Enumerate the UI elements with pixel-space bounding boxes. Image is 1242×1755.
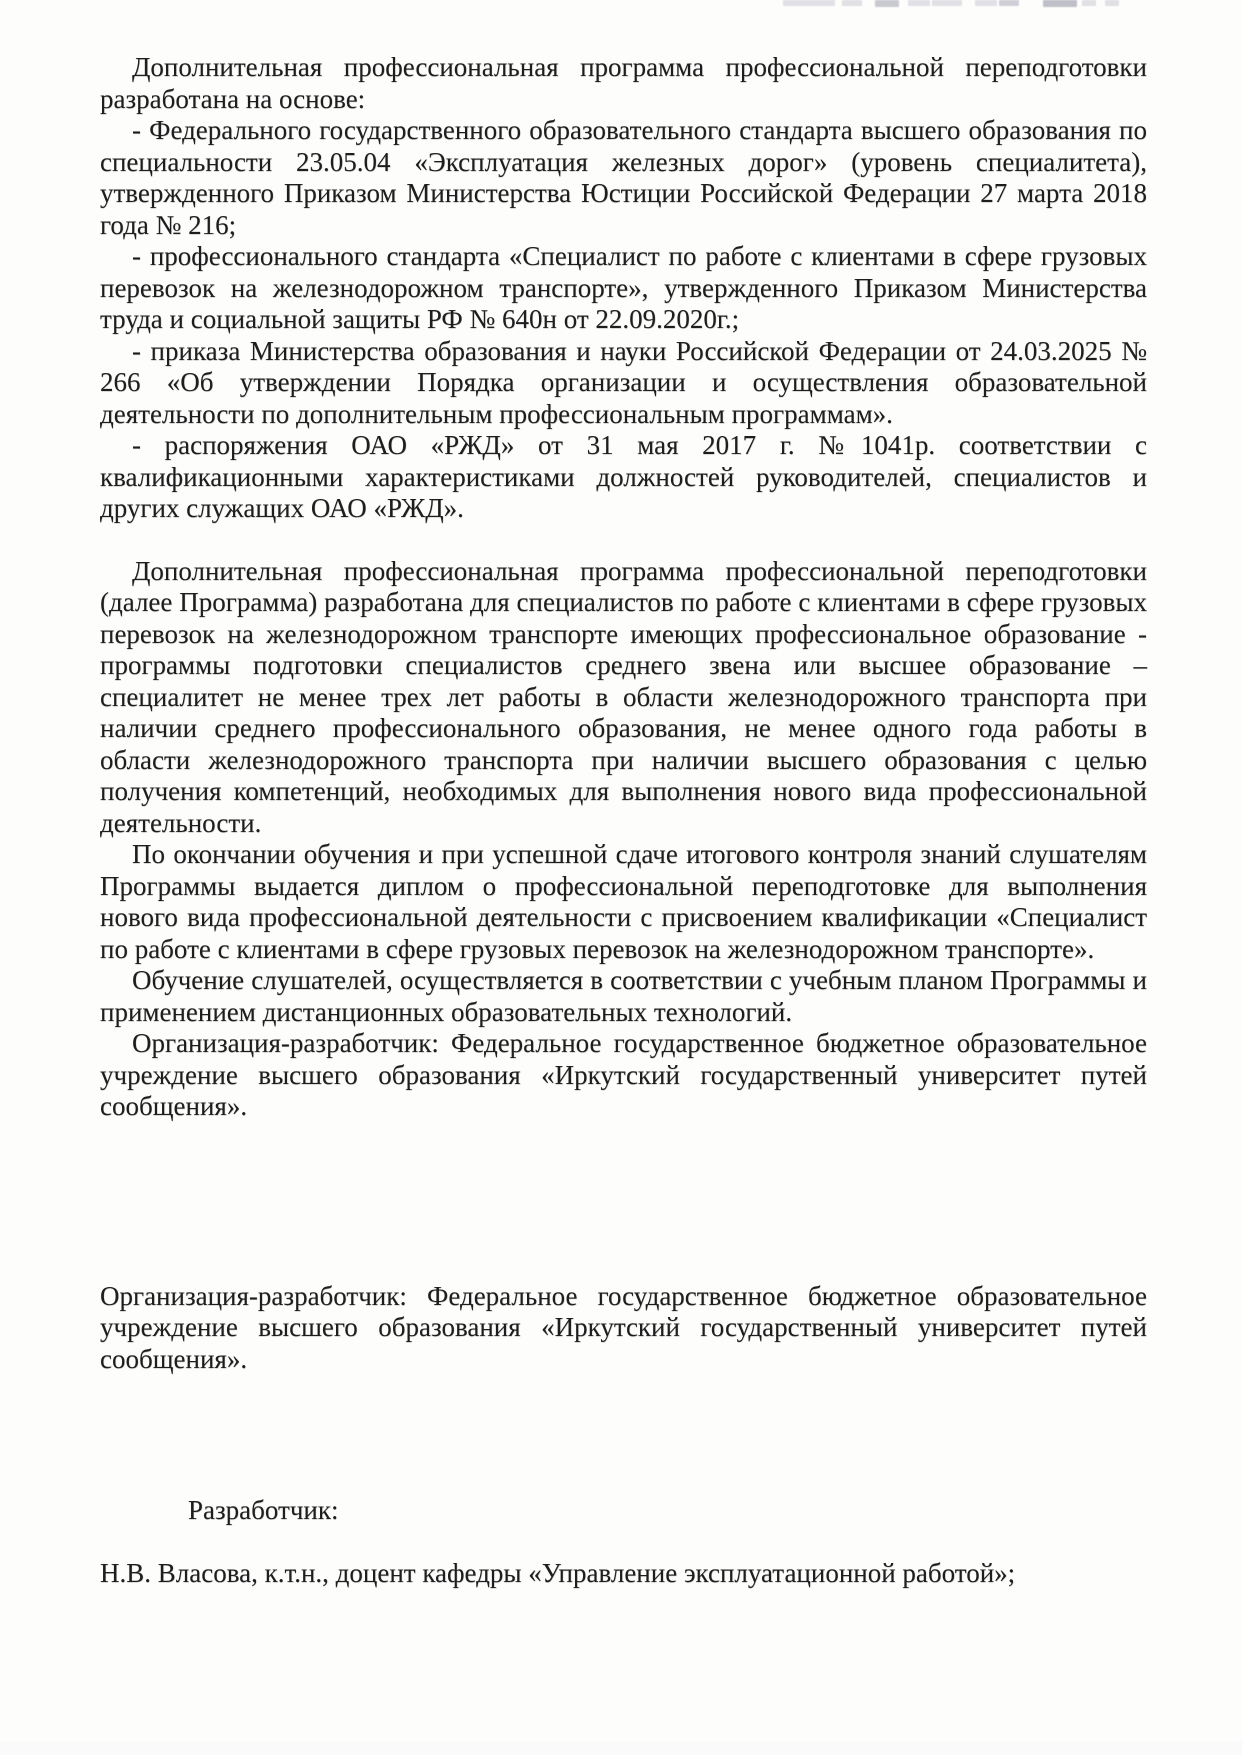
paragraph-program-purpose: Дополнительная профессиональная программа профессиональной переподготовки (далее Программа) разработана для специалистов по работе с клиентами в сфере грузовых перевозок на железнодорожном транспорте имеющих профессиональное образование - программы подготовки специалистов среднего звена или высшее образование – специалитет не менее трех лет работы в области железнодорожного транспорта при наличии среднего профессионального образования, не менее одного года работы в области железнодорожного транспорта при наличии высшего образования с целью получения компетенций, необходимых для выполнения нового вида профессиональной деятельности. [100,555,1147,838]
scan-artifact-fragment [1082,0,1096,6]
paragraph-intro-basis: Дополнительная профессиональная программа профессиональной переподготовки разработана на основе: [100,52,1147,114]
scan-artifact-bottom-edge [0,1741,1242,1755]
paragraph-developer-organization: Организация-разработчик: Федеральное государственное бюджетное образовательное учреждение высшего образования «Иркутский государственный университет путей сообщения». [100,1028,1147,1121]
list-item-professional-standard: - профессионального стандарта «Специалист по работе с клиентами в сфере грузовых перевозок на железнодорожном транспорте», утвержденного Приказом Министерства труда и социальной защиты РФ № 640н от 22.09.2020г.; [100,241,1147,334]
label-developer: Разработчик: [188,1495,339,1525]
scan-artifact-fragment [842,0,862,6]
scan-artifact-fragment [975,0,997,6]
scan-artifact-fragment [875,0,899,7]
scan-artifact-fragment [1043,0,1077,7]
scan-artifact-fragment [999,0,1019,6]
paragraph-diploma-qualification: По окончании обучения и при успешной сдаче итогового контроля знаний слушателям Программы выдается диплом о профессиональной переподготовке для выполнения нового вида профессиональной деятельности с присвоением квалификации «Специалист по работе с клиентами в сфере грузовых перевозок на железнодорожном транспорте». [100,839,1147,964]
scan-artifact-fragment [783,0,835,6]
list-item-federal-standard: - Федерального государственного образовательного стандарта высшего образования по специальности 23.05.04 «Эксплуатация железных дорог» (уровень специалитета), утвержденного Приказом Министерства Юстиции Российской Федерации 27 марта 2018 года № 216; [100,115,1147,240]
scan-artifact-top-edge [0,0,1242,10]
paragraph-developer-person: Н.В. Власова, к.т.н., доцент кафедры «Управление эксплуатационной работой»; [100,1557,1016,1588]
list-item-rzd-directive: - распоряжения ОАО «РЖД» от 31 мая 2017 г. №1041р. соответствии с квалификационными характеристиками должностей руководителей, специалистов и других служащих ОАО «РЖД». [100,430,1147,523]
list-item-ministry-order: - приказа Министерства образования и науки Российской Федерации от 24.03.2025 № 266 «Об утверждении Порядка организации и осуществления образовательной деятельности по дополнительным профессиональным программам». [100,335,1147,429]
scan-artifact-fragment [908,0,930,6]
paragraph-developer-organization-repeat: Организация-разработчик: Федеральное государственное бюджетное образовательное учреждение высшего образования «Иркутский государственный университет путей сообщения». [100,1280,1147,1374]
paragraph-training-mode: Обучение слушателей, осуществляется в соответствии с учебным планом Программы и применением дистанционных образовательных технологий. [100,965,1147,1027]
scan-artifact-fragment [932,0,962,6]
scan-artifact-fragment [1105,0,1119,6]
document-body [100,52,1147,1589]
